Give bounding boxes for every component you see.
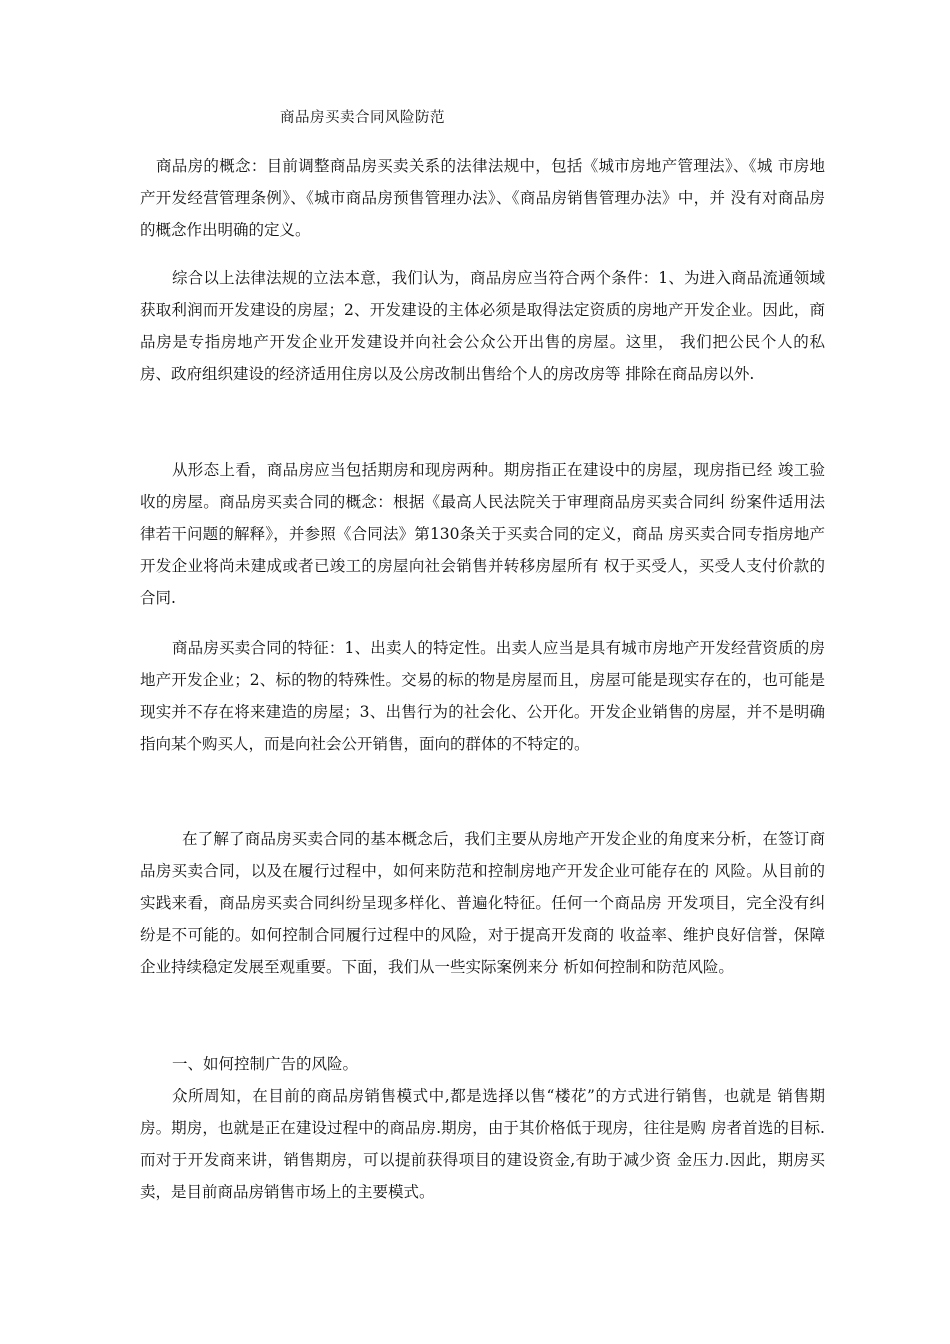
paragraph-concept: 商品房的概念：目前调整商品房买卖关系的法律法规中，包括《城市房地产管理法》、《城 市房地产开发经营管理条例》、《城市商品房预售管理办法》、《商品房销售管理办法》中，并 没有对商品房的概念作出明确的定义。 [140, 157, 825, 239]
paragraph-forms: 从形态上看，商品房应当包括期房和现房两种。期房指正在建设中的房屋，现房指已经 竣工验收的房屋。商品房买卖合同的概念：根据《最高人民法院关于审理商品房买卖合同纠 纷案件适用法律若干问题的解释》，并参照《合同法》第130条关于买卖合同的定义，商品 房买卖合同专指房地产开发企业将尚未建成或者已竣工的房屋向社会销售并转移房屋所有 权于买受人，买受人支付价款的合同. [140, 461, 825, 607]
document-title: 商品房买卖合同风险防范 [280, 110, 445, 126]
paragraph-conditions: 综合以上法律法规的立法本意，我们认为，商品房应当符合两个条件：1、为进入商品流通领域获取利润而开发建设的房屋；2、开发建设的主体必须是取得法定资质的房地产开发企业。因此，商品房是专指房地产开发企业开发建设并向社会公众公开出售的房屋。这里， 我们把公民个人的私房、政府组织建设的经济适用住房以及公房改制出售给个人的房改房等 排除在商品房以外. [140, 269, 825, 383]
section-heading-advertising-risk: 一、如何控制广告的风险。 [172, 1055, 359, 1073]
paragraph-features: 商品房买卖合同的特征：1、出卖人的特定性。出卖人应当是具有城市房地产开发经营资质的房地产开发企业；2、标的物的特殊性。交易的标的物是房屋而且，房屋可能是现实存在的，也可能是现实并不存在将来建造的房屋；3、出售行为的社会化、公开化。开发企业销售的房屋，并不是明确指向某个购买人，而是向社会公开销售，面向的群体的不特定的。 [140, 639, 825, 753]
paragraph-risk-analysis: 在了解了商品房买卖合同的基本概念后，我们主要从房地产开发企业的角度来分析，在签订商品房买卖合同，以及在履行过程中，如何来防范和控制房地产开发企业可能存在的 风险。从目前的实践来看，商品房买卖合同纠纷呈现多样化、普遍化特征。任何一个商品房 开发项目，完全没有纠纷是不可能的。如何控制合同履行过程中的风险，对于提高开发商的 收益率、维护良好信誉，保障企业持续稳定发展至观重要。下面，我们从一些实际案例来分 析如何控制和防范风险。 [140, 830, 825, 976]
paragraph-presale: 众所周知，在目前的商品房销售模式中,都是选择以售“楼花”的方式进行销售，也就是 销售期房。期房，也就是正在建设过程中的商品房.期房，由于其价格低于现房，往往是购 房者首选的目标.而对于开发商来讲，销售期房，可以提前获得项目的建设资金,有助于减少资 金压力.因此，期房买卖，是目前商品房销售市场上的主要模式。 [140, 1087, 825, 1201]
